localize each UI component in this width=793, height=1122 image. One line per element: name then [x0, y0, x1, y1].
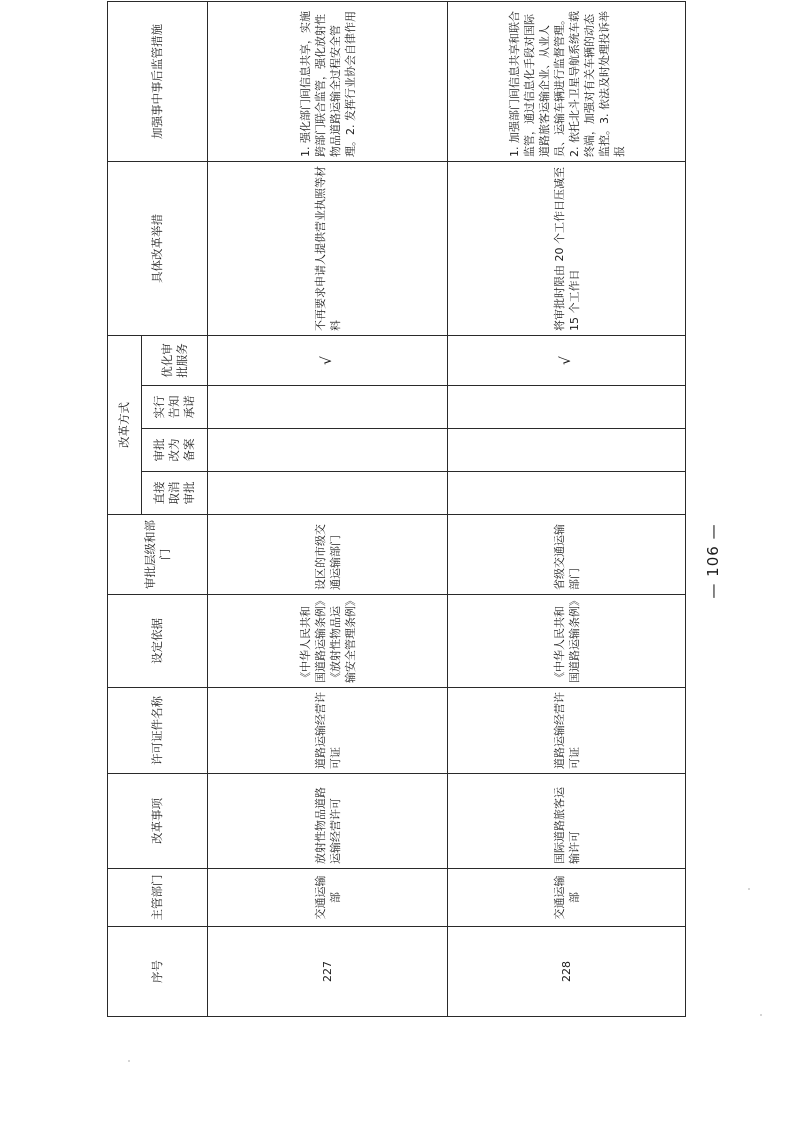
header-row-top [108, 2, 142, 1017]
table-row [448, 2, 686, 1017]
cell-item: 放射性物品道路运输经营许可 [208, 774, 448, 869]
cell-method-record [208, 429, 448, 472]
cell-license: 道路运输经营许可证 [448, 688, 686, 774]
cell-dept: 交通运输部 [208, 869, 448, 927]
cell-method-notice [448, 386, 686, 429]
scan-speck [760, 1014, 762, 1016]
header-method-cancel: 直接取消审批 [142, 472, 208, 515]
cell-oversight: 1. 加强部门间信息共享和联合监管，通过信息化手段对国际道路旅客运输企业、从业人员、运输车辆进行监督管理。2. 依托北斗卫星导航系统车载终端，加强对有关车辆的动态监控。3. 依法及时处理投诉举报 [448, 2, 686, 162]
header-method-record: 审批改为备案 [142, 429, 208, 472]
header-seq: 序号 [108, 927, 208, 1017]
cell-basis: 《中华人民共和国道路运输条例》 [448, 595, 686, 688]
cell-dept: 交通运输部 [448, 869, 686, 927]
header-dept: 主管部门 [108, 869, 208, 927]
header-level: 审批层级和部门 [108, 515, 208, 595]
cell-measures: 不再要求申请人提供营业执照等材料 [208, 162, 448, 336]
cell-method-cancel [448, 472, 686, 515]
cell-method-notice [208, 386, 448, 429]
scan-speck [128, 1060, 130, 1062]
scan-speck [748, 888, 750, 890]
cell-level: 省级交通运输部门 [448, 515, 686, 595]
header-method-notice: 实行告知承诺 [142, 386, 208, 429]
cell-seq: 228 [448, 927, 686, 1017]
header-item: 改革事项 [108, 774, 208, 869]
table-row [208, 2, 448, 1017]
header-measures: 具体改革举措 [108, 162, 208, 336]
rotated-table-sheet [107, 11, 685, 1017]
reform-table [107, 1, 686, 1017]
header-license: 许可证件名称 [108, 688, 208, 774]
cell-method-record [448, 429, 686, 472]
cell-method-optimize: √ [448, 336, 686, 386]
header-reform-group: 改革方式 [108, 336, 142, 515]
cell-basis: 《中华人民共和国道路运输条例》《放射性物品运输安全管理条例》 [208, 595, 448, 688]
header-basis: 设定依据 [108, 595, 208, 688]
header-oversight: 加强事中事后监管措施 [108, 2, 208, 162]
cell-method-optimize: √ [208, 336, 448, 386]
cell-measures: 将审批时限由 20 个工作日压减至 15 个工作日 [448, 162, 686, 336]
cell-item: 国际道路旅客运输许可 [448, 774, 686, 869]
cell-method-cancel [208, 472, 448, 515]
cell-level: 设区的市级交通运输部门 [208, 515, 448, 595]
page-number: — 106 — [704, 523, 722, 599]
header-method-optimize: 优化审批服务 [142, 336, 208, 386]
cell-oversight: 1. 强化部门间信息共享，实施跨部门联合监管，强化放射性物品道路运输全过程安全管理。2. 发挥行业协会自律作用 [208, 2, 448, 162]
cell-license: 道路运输经营许可证 [208, 688, 448, 774]
cell-seq: 227 [208, 927, 448, 1017]
